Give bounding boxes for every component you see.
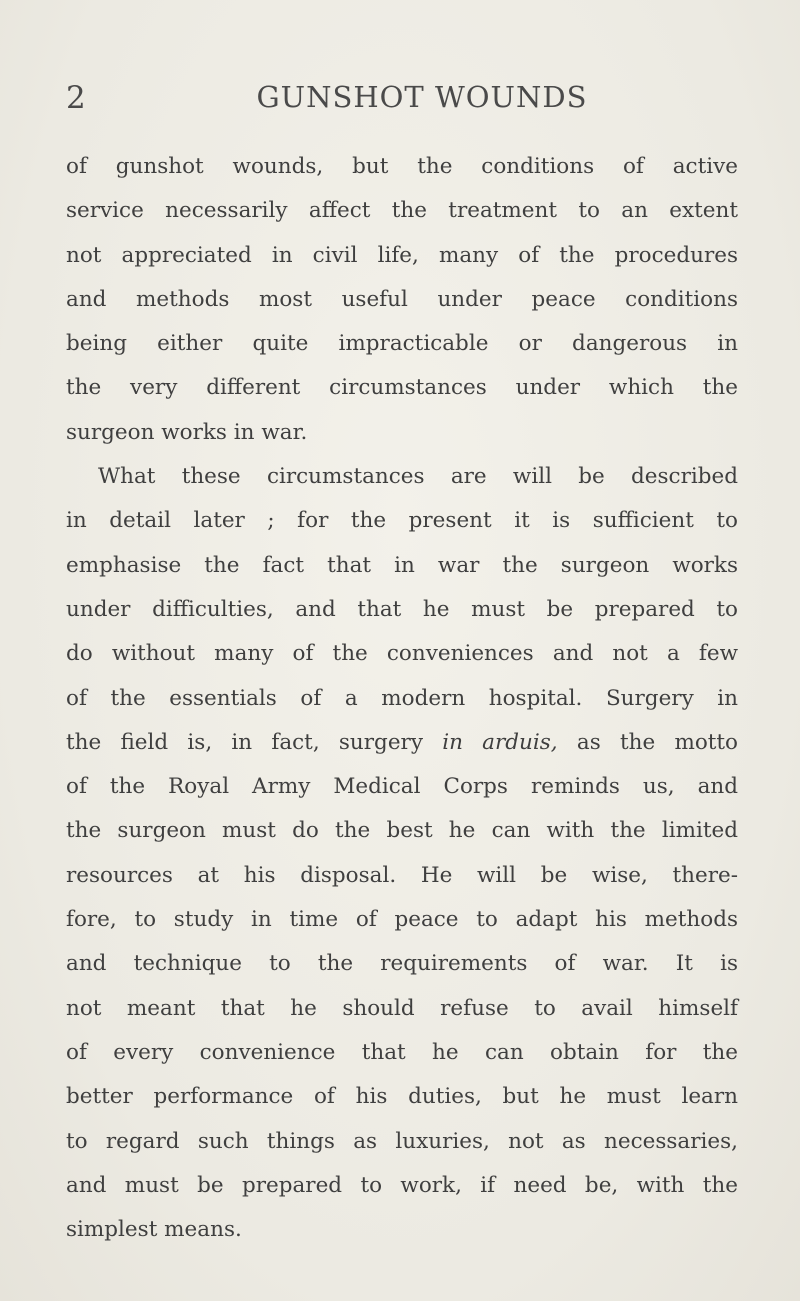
text-segment: as the motto <box>557 729 738 755</box>
text-line: fore, to study in time of peace to adapt his methods <box>66 907 738 933</box>
paragraph <box>66 455 738 1252</box>
text-line: service necessarily affect the treatment to an extent <box>66 198 738 224</box>
text-line: not appreciated in civil life, many of the procedures <box>66 242 738 268</box>
text-line: of the Royal Army Medical Corps reminds us, and <box>66 774 738 800</box>
running-head <box>66 80 738 130</box>
text-line: and must be prepared to work, if need be, with the <box>66 1172 738 1198</box>
text-line: better performance of his duties, but he must learn <box>66 1084 738 1110</box>
text-line: surgeon works in war. <box>66 419 308 445</box>
running-title: GUNSHOT WOUNDS <box>256 80 588 114</box>
text-line: What these circumstances are will be described <box>98 464 738 490</box>
text-line: of the essentials of a modern hospital. Surgery in <box>66 685 738 711</box>
text-line: in detail later ; for the present it is sufficient to <box>66 508 738 534</box>
text-line: of every convenience that he can obtain for the <box>66 1039 738 1065</box>
text-line: emphasise the fact that in war the surgeon works <box>66 552 738 578</box>
paragraph-continuation <box>66 145 738 455</box>
text-line: and technique to the requirements of war. It is <box>66 951 738 977</box>
text-line: the very different circumstances under which the <box>66 375 738 401</box>
text-line-with-italic <box>66 721 738 765</box>
text-line: of gunshot wounds, but the conditions of active <box>66 154 738 179</box>
text-line: do without many of the conveniences and not a few <box>66 641 738 667</box>
body-text <box>66 145 738 1252</box>
text-line: being either quite impracticable or dangerous in <box>66 331 738 357</box>
text-line: resources at his disposal. He will be wise, there- <box>66 862 738 888</box>
italic-phrase: in arduis, <box>442 729 558 755</box>
text-line: simplest means. <box>66 1217 242 1243</box>
text-line: and methods most useful under peace conditions <box>66 286 738 312</box>
page-number: 2 <box>66 80 86 116</box>
text-line: under difficulties, and that he must be prepared to <box>66 596 738 622</box>
text-segment: the field is, in fact, surgery <box>66 729 443 755</box>
text-line: the surgeon must do the best he can with the limited <box>66 818 738 844</box>
text-line: not meant that he should refuse to avail himself <box>66 995 738 1021</box>
text-line: to regard such things as luxuries, not as necessaries, <box>66 1128 738 1154</box>
